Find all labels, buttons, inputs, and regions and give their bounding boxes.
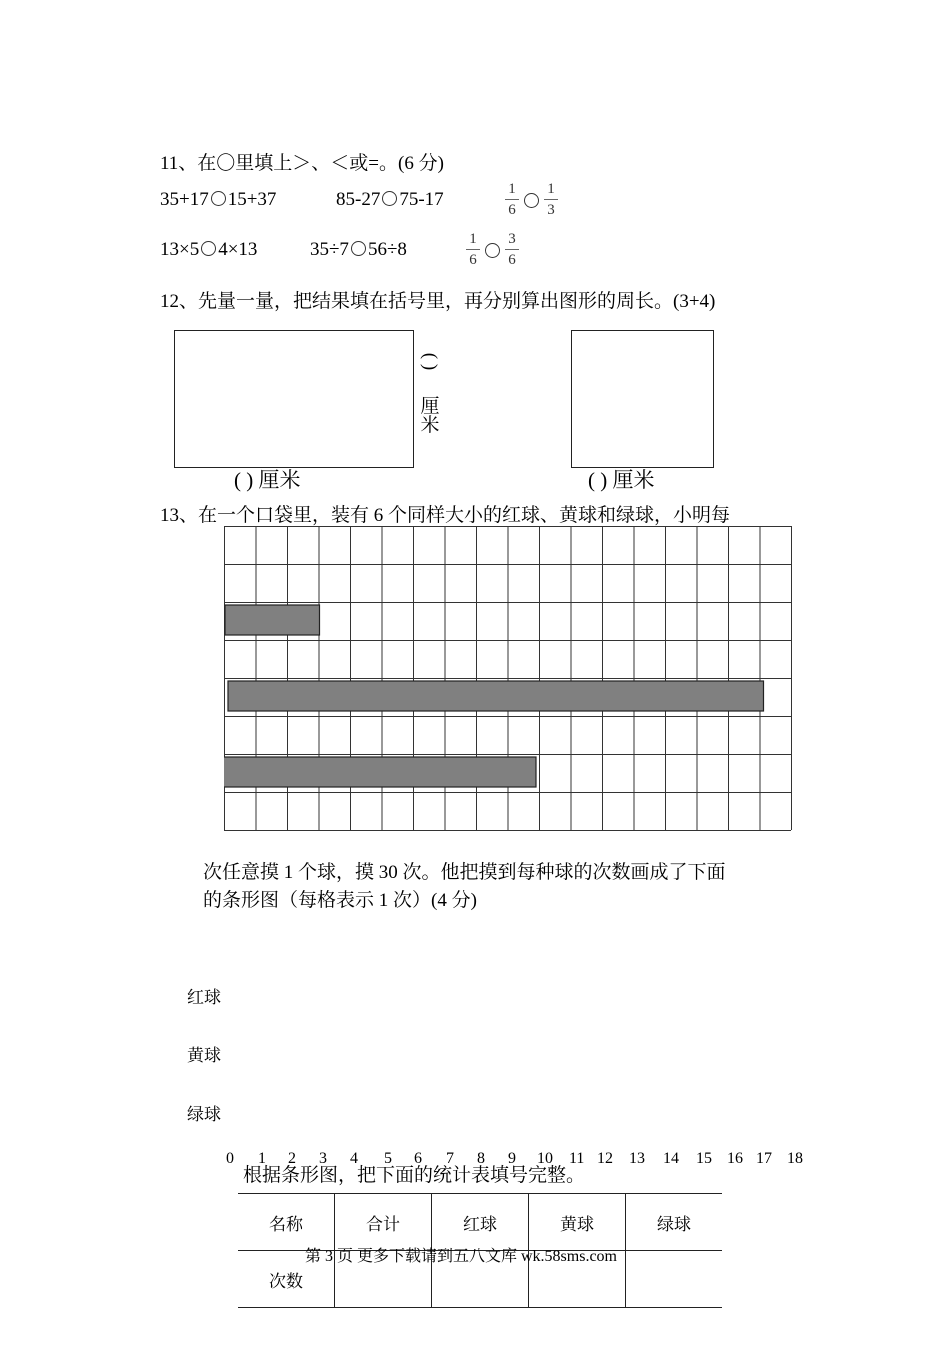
q11-expr-3 bbox=[160, 239, 257, 261]
table-header-row bbox=[238, 1194, 722, 1251]
q13-title: 13、在一个口袋里，装有 6 个同样大小的红球、黄球和绿球，小明每 bbox=[160, 505, 731, 526]
fraction bbox=[505, 180, 519, 219]
denominator: 3 bbox=[547, 202, 555, 218]
q11-expr-2 bbox=[336, 189, 444, 211]
header-yellow: 黄球 bbox=[529, 1194, 626, 1251]
x-tick-label: 10 bbox=[537, 1150, 553, 1167]
expr-right: 4×13 bbox=[218, 239, 258, 260]
paren: ( ) bbox=[419, 352, 441, 371]
rectangle-shape bbox=[174, 330, 414, 468]
compare-circle[interactable] bbox=[524, 193, 539, 208]
bar-green bbox=[224, 757, 536, 787]
page-footer: 第 3 页 更多下载请到五八文库 wk.58sms.com bbox=[305, 1248, 618, 1265]
expr-left: 35÷7 bbox=[310, 239, 349, 260]
bar-yellow bbox=[228, 681, 764, 711]
expr-right: 75-17 bbox=[399, 189, 444, 210]
x-tick-label: 16 bbox=[727, 1150, 743, 1167]
x-tick-label: 4 bbox=[350, 1150, 358, 1167]
category-label-yellow: 黄球 bbox=[187, 1046, 221, 1065]
cell-green[interactable] bbox=[626, 1251, 723, 1308]
denominator: 6 bbox=[508, 252, 516, 268]
numerator: 1 bbox=[508, 181, 516, 197]
fraction bbox=[544, 180, 558, 219]
bar-chart-grid bbox=[224, 526, 794, 832]
side-label-paren bbox=[419, 352, 441, 371]
x-tick-label: 17 bbox=[756, 1150, 772, 1167]
compare-circle[interactable] bbox=[211, 191, 226, 206]
category-label-red: 红球 bbox=[187, 988, 221, 1007]
q11-expr-4 bbox=[310, 239, 407, 261]
expr-left: 35+17 bbox=[160, 189, 209, 210]
q11-title: 11、在〇里填上＞、＜或=。(6 分) bbox=[160, 153, 444, 174]
expr-left: 85-27 bbox=[336, 189, 381, 210]
bar-red bbox=[225, 605, 320, 635]
x-tick-label: 14 bbox=[663, 1150, 679, 1167]
q13-instruction: 根据条形图，把下面的统计表填号完整。 bbox=[243, 1165, 586, 1186]
header-name: 名称 bbox=[238, 1194, 335, 1251]
q12-title: 12、先量一量，把结果填在括号里，再分别算出图形的周长。(3+4) bbox=[160, 291, 716, 312]
x-tick-label: 6 bbox=[414, 1150, 422, 1167]
x-tick-label: 15 bbox=[696, 1150, 712, 1167]
numerator: 1 bbox=[547, 181, 555, 197]
x-tick-label: 13 bbox=[629, 1150, 645, 1167]
square-answer-label[interactable]: ( ) 厘米 bbox=[588, 468, 655, 492]
compare-circle[interactable] bbox=[485, 243, 500, 258]
x-tick-label: 1 bbox=[258, 1150, 266, 1167]
header-red: 红球 bbox=[432, 1194, 529, 1251]
square-shape bbox=[571, 330, 714, 468]
x-tick-label: 12 bbox=[597, 1150, 613, 1167]
row-label-count: 次数 bbox=[238, 1251, 335, 1308]
compare-circle[interactable] bbox=[201, 241, 216, 256]
compare-circle[interactable] bbox=[382, 191, 397, 206]
expr-right: 56÷8 bbox=[367, 239, 407, 260]
x-tick-label: 5 bbox=[384, 1150, 392, 1167]
numerator: 1 bbox=[469, 231, 477, 247]
x-tick-label: 3 bbox=[319, 1150, 327, 1167]
x-tick-label: 0 bbox=[226, 1150, 234, 1167]
category-label-green: 绿球 bbox=[187, 1105, 221, 1124]
side-label-unit: 厘米 bbox=[420, 396, 440, 436]
denominator: 6 bbox=[469, 252, 477, 268]
fraction bbox=[505, 230, 519, 269]
header-green: 绿球 bbox=[626, 1194, 723, 1251]
rect-answer-label[interactable]: ( ) 厘米 bbox=[234, 468, 301, 492]
x-tick-label: 7 bbox=[446, 1150, 454, 1167]
x-tick-label: 2 bbox=[288, 1150, 296, 1167]
expr-right: 15+37 bbox=[227, 189, 277, 210]
q13-text-line2: 次任意摸 1 个球，摸 30 次。他把摸到每种球的次数画成了下面 bbox=[203, 862, 726, 883]
q13-text-line3: 的条形图（每格表示 1 次）(4 分) bbox=[203, 890, 477, 911]
numerator: 3 bbox=[508, 231, 516, 247]
x-tick-label: 11 bbox=[569, 1150, 585, 1167]
fraction bbox=[466, 230, 480, 269]
header-total: 合计 bbox=[335, 1194, 432, 1251]
x-tick-label: 9 bbox=[508, 1150, 516, 1167]
q11-expr-1 bbox=[160, 189, 276, 211]
x-tick-label: 8 bbox=[477, 1150, 485, 1167]
denominator: 6 bbox=[508, 202, 516, 218]
expr-left: 13×5 bbox=[160, 239, 200, 260]
x-tick-label: 18 bbox=[787, 1150, 803, 1167]
compare-circle[interactable] bbox=[351, 241, 366, 256]
